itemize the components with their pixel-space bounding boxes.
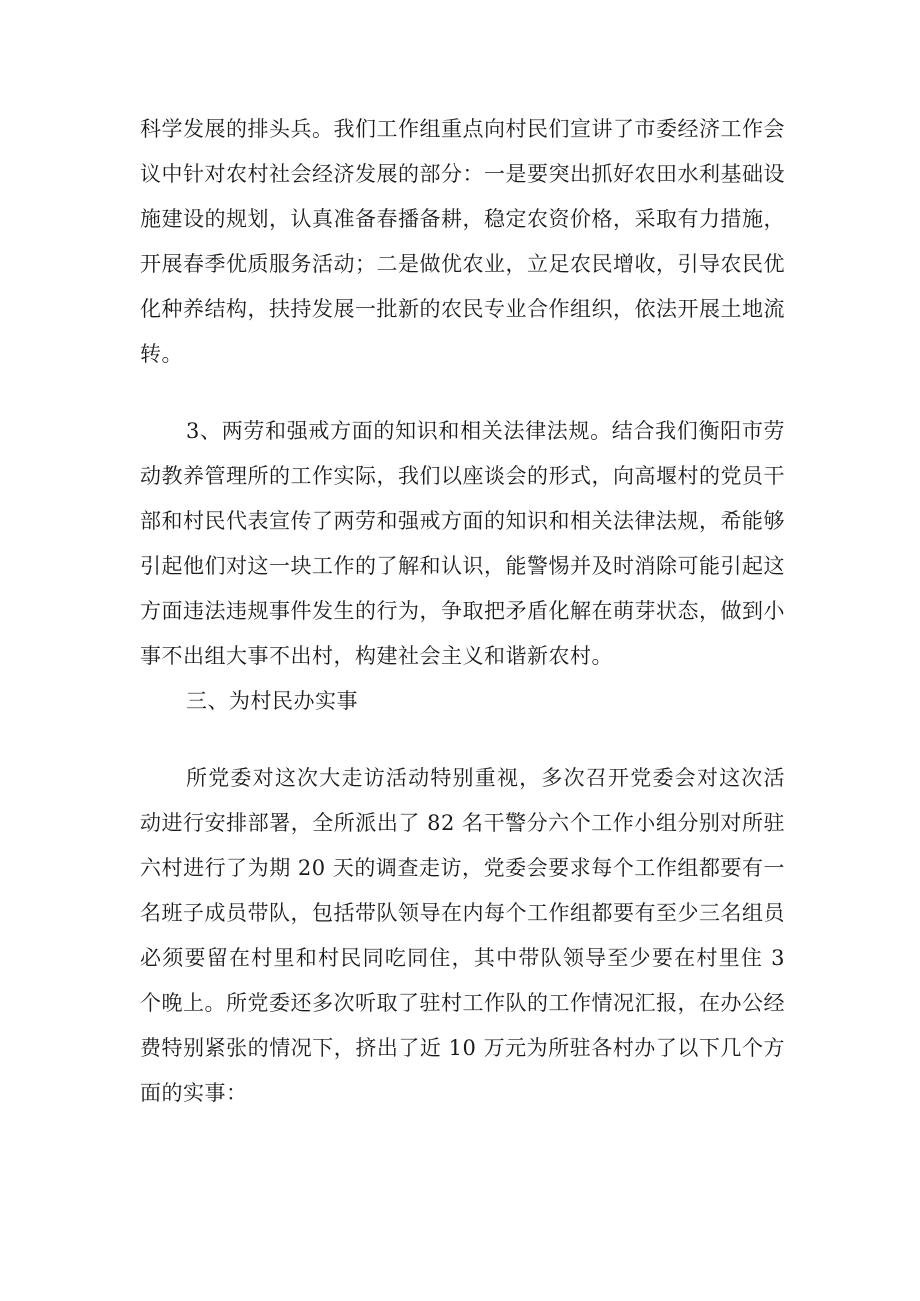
document-body <box>140 107 785 1116</box>
paragraph-practical-work: 所党委对这次大走访活动特别重视，多次召开党委会对这次活动进行安排部署，全所派出了 82 名干警分六个工作小组分别对所驻六村进行了为期 20 天的调查走访，党委会要求每个工作组都要有一名班子成员带队，包括带队领导在内每个工作组都要有至少三名组员必须要留在村里和村民同吃同住，其中带队领导至少要在村里住 3 个晚上。所党委还多次听取了驻村工作队的工作情况汇报，在办公经费特别紧张的情况下，挤出了近 10 万元为所驻各村办了以下几个方面的实事： <box>140 766 785 1105</box>
paragraph-laws-regulations: 3、两劳和强戒方面的知识和相关法律法规。结合我们衡阳市劳动教养管理所的工作实际，我们以座谈会的形式，向高堰村的党员干部和村民代表宣传了两劳和强戒方面的知识和相关法律法规，希能够引起他们对这一块工作的了解和认识，能警惕并及时消除可能引起这方面违法违规事件发生的行为，争取把矛盾化解在萌芽状态，做到小事不出组大事不出村，构建社会主义和谐新农村。 <box>140 419 785 668</box>
paragraph-agriculture-policy: 科学发展的排头兵。我们工作组重点向村民们宣讲了市委经济工作会议中针对农村社会经济发展的部分：一是要突出抓好农田水利基础设施建设的规划，认真准备春播备耕，稳定农资价格，采取有力措施，开展春季优质服务活动；二是做优农业，立足农民增收，引导农民优化种养结构，扶持发展一批新的农民专业合作组织，依法开展土地流转。 <box>140 117 785 366</box>
section-heading: 三、为村民办实事 <box>186 689 358 713</box>
